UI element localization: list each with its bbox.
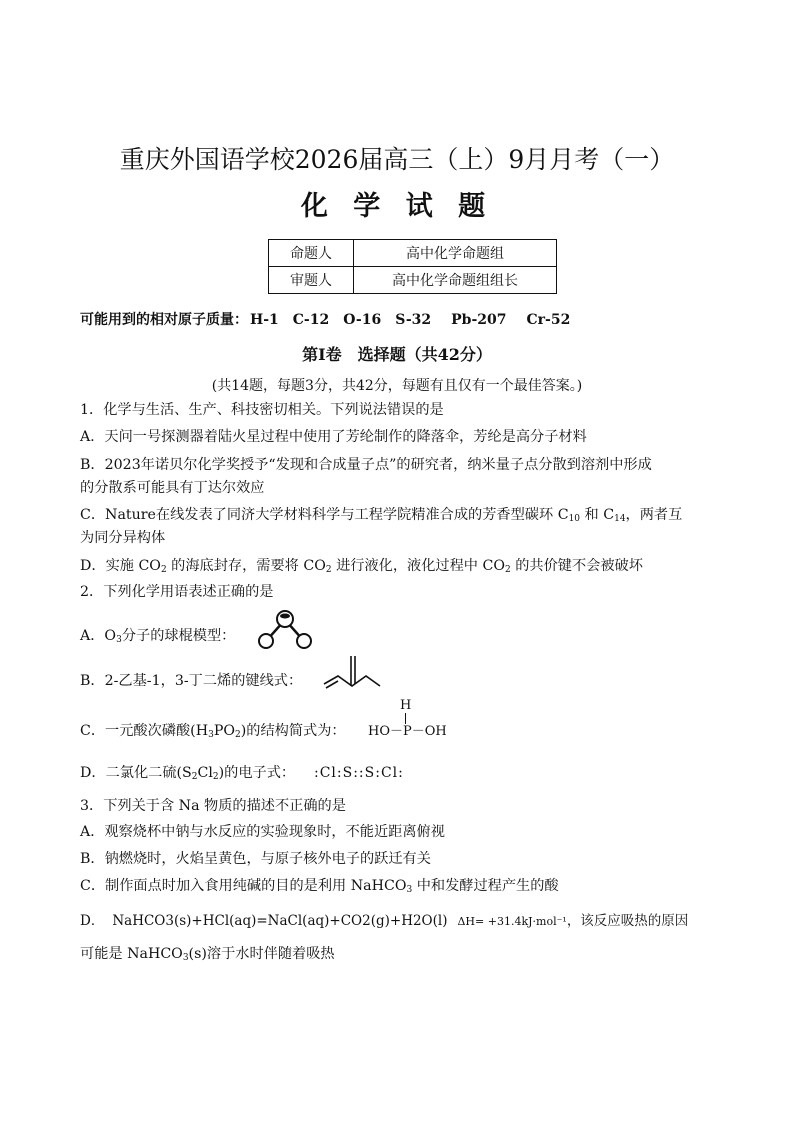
text: )的结构简式为： xyxy=(240,723,346,739)
reviewer-role: 审题人 xyxy=(269,267,354,294)
question-3-option-b: B．钠燃烧时，火焰呈黄色，与原子核外电子的跃迁有关 xyxy=(80,851,431,867)
text: D．二氯化二硫(S xyxy=(80,765,192,781)
question-1-option-b: B．2023年诺贝尔化学奖授予“发现和合成量子点”的研究者，纳米量子点分散到溶剂中形成 xyxy=(80,457,652,473)
subscript: 2 xyxy=(212,772,219,782)
text: )的电子式： xyxy=(218,765,296,781)
question-2-option-d xyxy=(80,763,295,787)
text: (s)溶于水时伴随着吸热 xyxy=(188,946,335,962)
text: A．O xyxy=(80,628,117,644)
ozone-ball-stick-model xyxy=(255,608,315,650)
authors-table xyxy=(268,239,557,294)
text: 的海底封存，需要将 CO xyxy=(166,558,326,574)
section-note: (共14题，每题3分，共42分，每题有且仅有一个最佳答案。) xyxy=(211,378,583,394)
subscript: 14 xyxy=(614,514,626,524)
subscript: 3 xyxy=(116,635,122,645)
text: ，两者互 xyxy=(625,507,683,523)
reviewer-name: 高中化学命题组组长 xyxy=(354,267,557,294)
atomic-mass-item: Pb-207 xyxy=(451,312,507,328)
atomic-mass-item: S-32 xyxy=(395,312,432,328)
question-1-option-c-cont: 为同分异构体 xyxy=(80,530,166,546)
butadiene-skeletal-formula xyxy=(322,650,392,692)
option-label: D． xyxy=(80,913,105,929)
question-3-stem: 3．下列关于含 Na 物质的描述不正确的是 xyxy=(80,798,346,814)
text: 分子的球棍模型： xyxy=(121,628,236,644)
author-role: 命题人 xyxy=(269,240,354,267)
subscript: 2 xyxy=(235,730,241,740)
text: 进行液化，液化过程中 CO xyxy=(331,558,505,574)
subscript: 3 xyxy=(182,953,189,963)
subscript: 2 xyxy=(191,772,198,782)
text: C．Nature在线发表了同济大学材料科学与工程学院精准合成的芳香型碳环 C xyxy=(80,507,569,523)
text: PO xyxy=(213,723,235,739)
question-3-option-d-cont xyxy=(80,944,335,968)
question-3-option-d xyxy=(80,911,688,932)
question-2-option-a xyxy=(80,626,235,650)
enthalpy-change: ΔH= +31.4kJ·mol⁻¹ xyxy=(457,915,567,928)
school-title: 重庆外国语学校2026届高三（上）9月月考（一） xyxy=(119,145,675,174)
atomic-masses-label: 可能用到的相对原子质量： xyxy=(80,312,248,328)
table-row xyxy=(269,240,557,267)
question-1-option-d xyxy=(80,556,643,580)
question-1-option-c xyxy=(80,505,682,529)
section-title: 第I卷 选择题（共42分） xyxy=(302,345,492,364)
atomic-mass-item: H-1 xyxy=(250,312,279,328)
subject-title: 化 学 试 题 xyxy=(300,191,494,222)
question-1-option-b-cont: 的分散系可能具有丁达尔效应 xyxy=(80,480,265,496)
text: C．制作面点时加入食用纯碱的目的是利用 NaHCO xyxy=(80,878,407,894)
text: Cl xyxy=(197,765,213,781)
subscript: 2 xyxy=(505,565,511,575)
author-name: 高中化学命题组 xyxy=(354,240,557,267)
question-2-option-c xyxy=(80,721,346,745)
question-3-option-c xyxy=(80,876,559,900)
table-row xyxy=(269,267,557,294)
s2cl2-electron-formula: :Cl:S::S:Cl: xyxy=(314,765,404,781)
question-1-option-a: A．天问一号探测器着陆火星过程中使用了芳纶制作的降落伞，芳纶是高分子材料 xyxy=(80,429,587,445)
text: ，该反应吸热的原因 xyxy=(566,913,689,929)
subscript: 3 xyxy=(406,885,413,895)
reaction-equation: NaHCO3(s)+HCl(aq)=NaCl(aq)+CO2(g)+H2O(l) xyxy=(112,913,448,929)
text: 中和发酵过程产生的酸 xyxy=(412,878,559,894)
atomic-mass-item: O-16 xyxy=(343,312,382,328)
atomic-mass-item: C-12 xyxy=(292,312,330,328)
text: 和 C xyxy=(580,507,615,523)
hypophosphorous-formula: HO－P－OH xyxy=(368,724,447,739)
question-1-stem: 1．化学与生活、生产、科技密切相关。下列说法错误的是 xyxy=(80,402,444,418)
hypophosphorous-h-atom: H xyxy=(400,698,412,713)
text: 可能是 NaHCO xyxy=(80,946,183,962)
subscript: 10 xyxy=(568,514,581,524)
atomic-mass-item: Cr-52 xyxy=(526,312,571,328)
question-2-stem: 2．下列化学用语表述正确的是 xyxy=(80,584,274,600)
question-2-option-b: B．2-乙基-1，3-丁二烯的键线式： xyxy=(80,673,303,689)
text: 的共价键不会被破坏 xyxy=(510,558,643,574)
subscript: 3 xyxy=(208,730,214,740)
atomic-masses xyxy=(80,310,570,330)
text: C．一元酸次磷酸(H xyxy=(80,723,209,739)
question-3-option-a: A．观察烧杯中钠与水反应的实验现象时，不能近距离俯视 xyxy=(80,824,445,840)
subscript: 2 xyxy=(325,565,332,575)
text: D．实施 CO xyxy=(80,558,161,574)
subscript: 2 xyxy=(160,565,167,575)
